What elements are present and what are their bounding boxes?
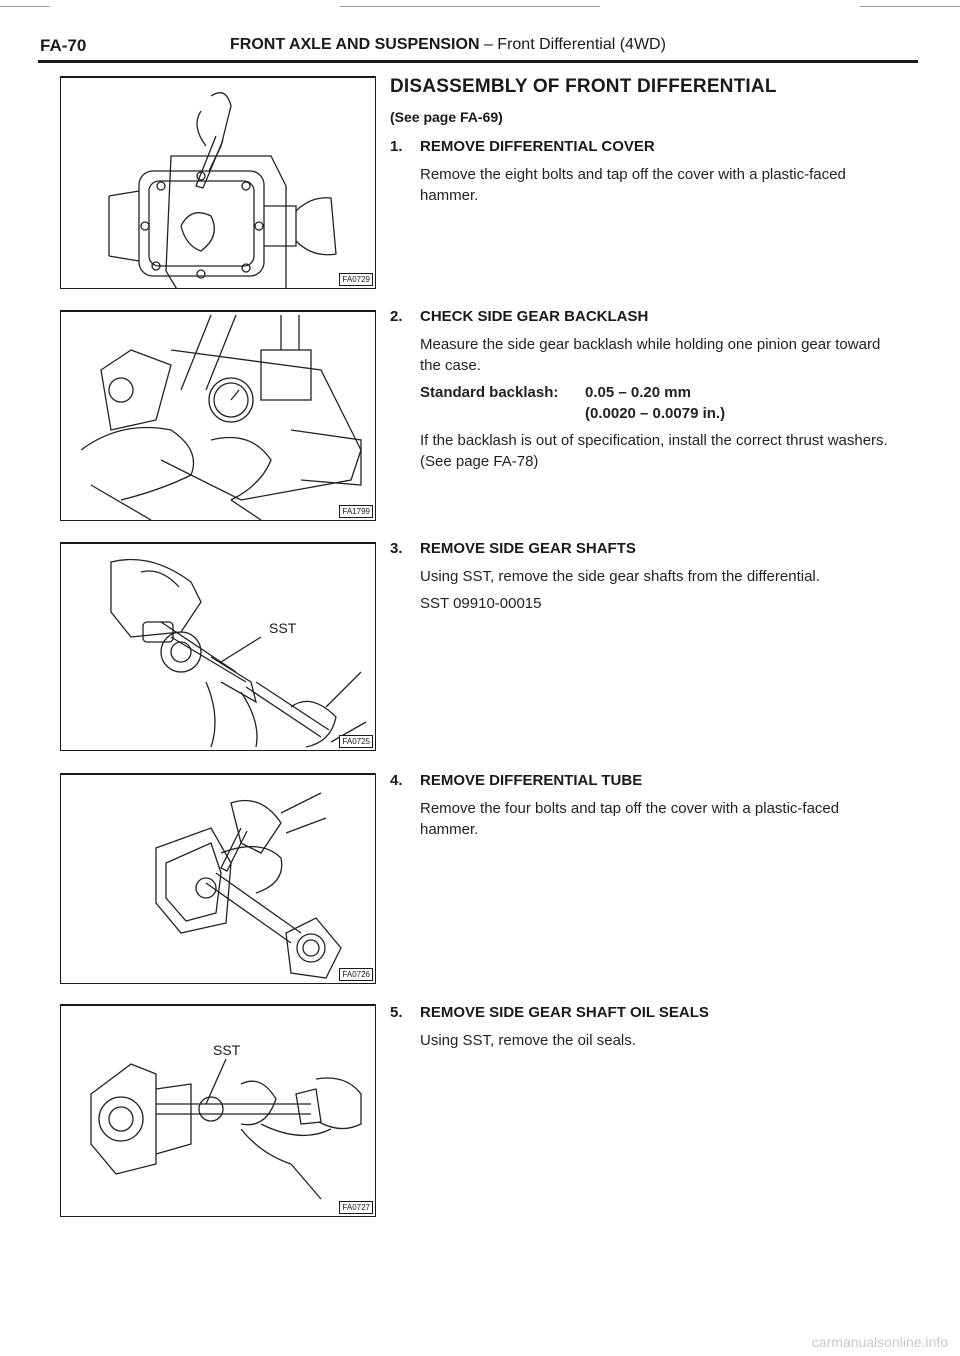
scan-line bbox=[0, 6, 50, 7]
step-text-secondary: If the backlash is out of specification, install the correct thrust washers. (See page FA-78) bbox=[420, 432, 888, 470]
section-title: FRONT AXLE AND SUSPENSION bbox=[230, 36, 480, 53]
step-text: Measure the side gear backlash while holding one pinion gear toward the case. bbox=[420, 336, 881, 374]
scan-line bbox=[340, 6, 600, 7]
step-heading: REMOVE SIDE GEAR SHAFTS bbox=[420, 540, 636, 557]
illustration-seal-puller bbox=[61, 1004, 375, 1216]
illustration-dial-gauge bbox=[61, 310, 375, 520]
step-body bbox=[420, 334, 890, 478]
step-2 bbox=[390, 308, 890, 488]
sst-label: SST bbox=[269, 620, 297, 636]
step-text: Using SST, remove the side gear shafts from the differential. bbox=[420, 568, 820, 585]
sst-number: SST 09910-00015 bbox=[420, 595, 542, 612]
figure-code: FA0726 bbox=[339, 968, 373, 981]
step-text: Remove the four bolts and tap off the cover with a plastic-faced hammer. bbox=[420, 800, 840, 838]
step-4 bbox=[390, 772, 890, 852]
step-body bbox=[420, 164, 890, 212]
step-number: 2. bbox=[390, 308, 403, 325]
figure-check-backlash bbox=[60, 310, 376, 521]
step-body bbox=[420, 798, 890, 846]
step-1 bbox=[390, 138, 890, 218]
step-number: 5. bbox=[390, 1004, 403, 1021]
step-number: 3. bbox=[390, 540, 403, 557]
figure-code: FA0725 bbox=[339, 735, 373, 748]
step-3 bbox=[390, 540, 890, 660]
spec-row-inch bbox=[420, 403, 890, 424]
scan-line bbox=[860, 6, 960, 7]
spec-value-mm: 0.05 – 0.20 mm bbox=[585, 384, 691, 401]
figure-remove-tube bbox=[60, 773, 376, 984]
figure-remove-shafts bbox=[60, 542, 376, 751]
illustration-diff-tube bbox=[61, 773, 375, 983]
step-heading: REMOVE DIFFERENTIAL TUBE bbox=[420, 772, 643, 789]
header-rule bbox=[38, 60, 918, 63]
page-header-title bbox=[230, 36, 666, 54]
sst-label: SST bbox=[213, 1042, 241, 1058]
figure-code: FA0729 bbox=[339, 273, 373, 286]
spec-value-in: (0.0020 – 0.0079 in.) bbox=[585, 405, 726, 422]
subsection-title: – Front Differential (4WD) bbox=[483, 36, 666, 53]
spec-row bbox=[420, 382, 890, 403]
see-page-reference: (See page FA-69) bbox=[390, 109, 503, 125]
step-heading: REMOVE DIFFERENTIAL COVER bbox=[420, 138, 655, 155]
step-text: Using SST, remove the oil seals. bbox=[420, 1032, 636, 1049]
illustration-slide-hammer bbox=[61, 542, 375, 750]
step-number: 4. bbox=[390, 772, 403, 789]
step-body bbox=[420, 1030, 890, 1057]
step-heading: CHECK SIDE GEAR BACKLASH bbox=[420, 308, 649, 325]
page-title: DISASSEMBLY OF FRONT DIFFERENTIAL bbox=[390, 76, 777, 97]
step-text: Remove the eight bolts and tap off the cover with a plastic-faced hammer. bbox=[420, 166, 846, 204]
figure-remove-cover bbox=[60, 76, 376, 289]
step-5 bbox=[390, 1004, 890, 1064]
figure-code: FA1799 bbox=[339, 505, 373, 518]
figure-code: FA0727 bbox=[339, 1201, 373, 1214]
step-body bbox=[420, 566, 890, 620]
figure-remove-oil-seals bbox=[60, 1004, 376, 1217]
step-number: 1. bbox=[390, 138, 403, 155]
spec-label: Standard backlash: bbox=[420, 384, 559, 401]
watermark-footer: carmanualsonline.info bbox=[811, 1334, 948, 1350]
illustration-diff-cover bbox=[61, 76, 375, 288]
step-heading: REMOVE SIDE GEAR SHAFT OIL SEALS bbox=[420, 1004, 709, 1021]
page-number: FA-70 bbox=[40, 36, 87, 55]
